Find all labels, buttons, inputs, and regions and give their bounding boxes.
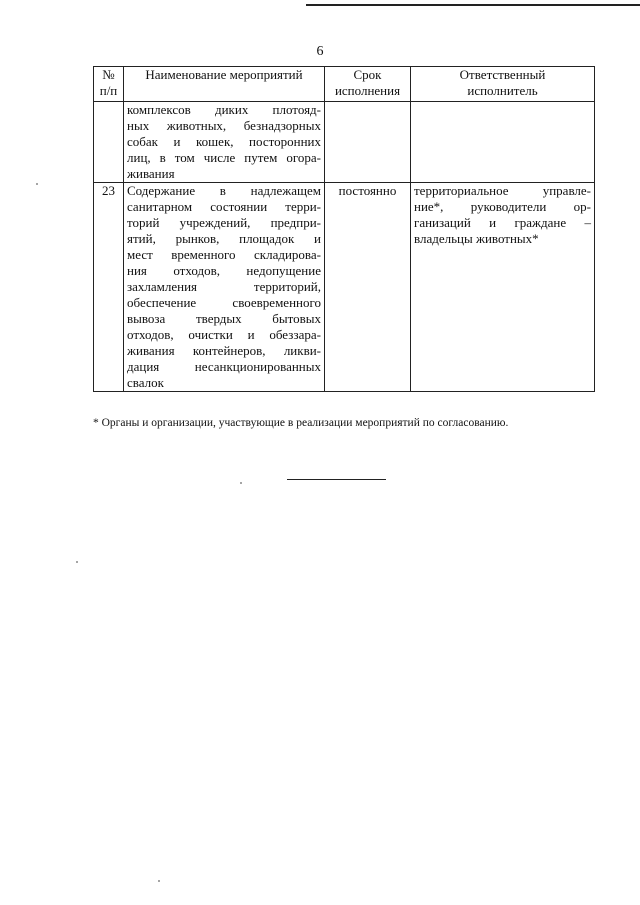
continued-responsible-cell bbox=[411, 102, 595, 183]
row-23-name-line: ния отходов, недопущение bbox=[127, 263, 321, 278]
continued-name-line: ных животных, безнадзорных bbox=[127, 118, 321, 133]
top-border-line bbox=[306, 4, 640, 6]
scan-speck bbox=[76, 561, 78, 563]
row-23-num: 23 bbox=[94, 183, 124, 392]
row-23-name-line: санитарном состоянии терри- bbox=[127, 199, 321, 214]
row-23-term: постоянно bbox=[325, 183, 411, 392]
continued-term-cell bbox=[325, 102, 411, 183]
header-term bbox=[325, 67, 411, 102]
row-23-name-line: вывоза твердых бытовых bbox=[127, 311, 321, 326]
header-num-line-2: п/п bbox=[99, 83, 118, 98]
table-row-23 bbox=[94, 183, 595, 392]
row-23-name-line: торий учреждений, предпри- bbox=[127, 215, 321, 230]
continued-name-line: живания bbox=[127, 166, 175, 181]
row-23-responsible-line: владельцы животных* bbox=[414, 231, 539, 246]
header-responsible bbox=[411, 67, 595, 102]
row-23-responsible-cell bbox=[411, 183, 595, 392]
row-23-name-line: живания контейнеров, ликви- bbox=[127, 343, 321, 358]
row-23-name-line: ятий, рынков, площадок и bbox=[127, 231, 321, 246]
page-number: 6 bbox=[316, 44, 324, 59]
header-term-line-1: Срок bbox=[353, 67, 382, 82]
header-name: Наименование мероприятий bbox=[124, 67, 325, 102]
footnote: * Органы и организации, участвующие в реализации мероприятий по согласованию. bbox=[93, 417, 509, 429]
header-term-line-2: исполнения bbox=[334, 83, 401, 98]
table-header-row bbox=[94, 67, 595, 102]
row-23-responsible-line: территориальное управле- bbox=[414, 183, 591, 198]
row-23-responsible-line: ние*, руководители ор- bbox=[414, 199, 591, 214]
row-23-name-line: отходов, очистки и обеззара- bbox=[127, 327, 321, 342]
header-responsible-line-1: Ответственный bbox=[459, 67, 546, 82]
table-row-continued bbox=[94, 102, 595, 183]
header-num bbox=[94, 67, 124, 102]
row-23-name-line: свалок bbox=[127, 375, 164, 390]
continued-name-line: комплексов диких плотояд- bbox=[127, 102, 321, 117]
continued-name-line: лиц, в том числе путем огора- bbox=[127, 150, 321, 165]
header-responsible-line-2: исполнитель bbox=[467, 83, 538, 98]
row-23-name-line: захламления территорий, bbox=[127, 279, 321, 294]
row-23-name-line: Содержание в надлежащем bbox=[127, 183, 321, 198]
row-23-responsible-line: ганизаций и граждане – bbox=[414, 215, 591, 230]
row-23-name-line: мест временного складирова- bbox=[127, 247, 321, 262]
measures-table bbox=[93, 66, 595, 392]
scan-speck bbox=[240, 482, 242, 484]
row-23-name-line: обеспечение своевременного bbox=[127, 295, 321, 310]
continued-num-cell bbox=[94, 102, 124, 183]
row-23-name-cell bbox=[124, 183, 325, 392]
scan-speck bbox=[36, 183, 38, 185]
end-separator-line bbox=[287, 479, 386, 480]
row-23-name-line: дация несанкционированных bbox=[127, 359, 321, 374]
header-num-line-1: № bbox=[102, 67, 115, 82]
continued-name-line: собак и кошек, посторонних bbox=[127, 134, 321, 149]
continued-name-cell bbox=[124, 102, 325, 183]
scan-speck bbox=[158, 880, 160, 882]
